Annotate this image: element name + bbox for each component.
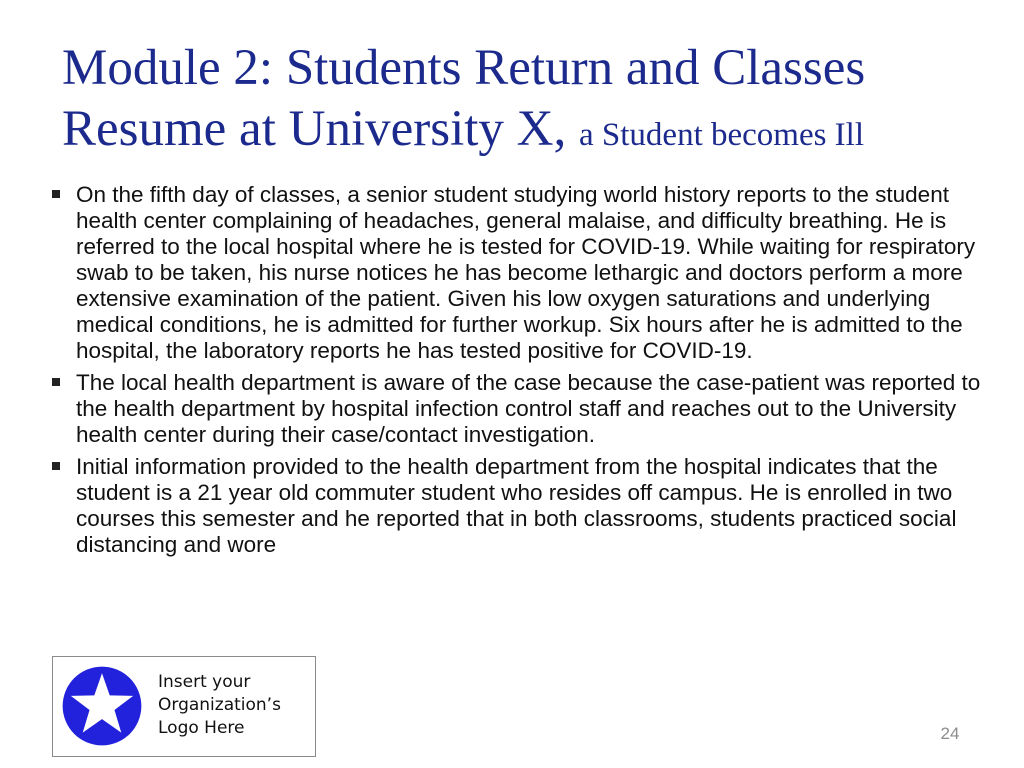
logo-placeholder-text [158,671,308,740]
logo-text-line: Insert your [158,672,251,692]
square-bullet-icon [52,190,60,198]
square-bullet-icon [52,378,60,386]
bullet-text: The local health department is aware of the case because the case-patient was reported to the health department by hospital infection control staff and reaches out to the University health center during their case/contact investigation. [76,370,981,447]
bullet-list [50,182,985,564]
bullet-item [50,370,985,448]
slide-title-main: Module 2: Students Return and Classes Resume at University X, [62,40,866,157]
slide-title [62,38,992,166]
bullet-text: Initial information provided to the health department from the hospital indicates that the student is a 21 year old commuter student who resides off campus. He is enrolled in two courses this semester and he reported that in both classrooms, students practiced social distancing and wore [76,454,957,557]
logo-placeholder [52,656,316,757]
slide-title-sub: a Student becomes Ill [579,117,865,153]
logo-text-line: Organization’s [158,695,281,715]
bullet-item [50,182,985,364]
bullet-text: On the fifth day of classes, a senior student studying world history reports to the student health center complaining of headaches, general malaise, and difficulty breathing. He is referred to the local hospital where he is tested for COVID-19. While waiting for respiratory swab to be taken, his nurse notices he has become lethargic and doctors perform a more extensive examination of the patient. Given his low oxygen saturations and underlying medical conditions, he is admitted for further workup. Six hours after he is admitted to the hospital, the laboratory reports he has tested positive for COVID-19. [76,182,976,363]
logo-text-line: Logo Here [158,718,245,738]
square-bullet-icon [52,462,60,470]
star-circle-icon [61,665,143,747]
bullet-item [50,454,985,558]
page-number: 24 [940,724,960,743]
